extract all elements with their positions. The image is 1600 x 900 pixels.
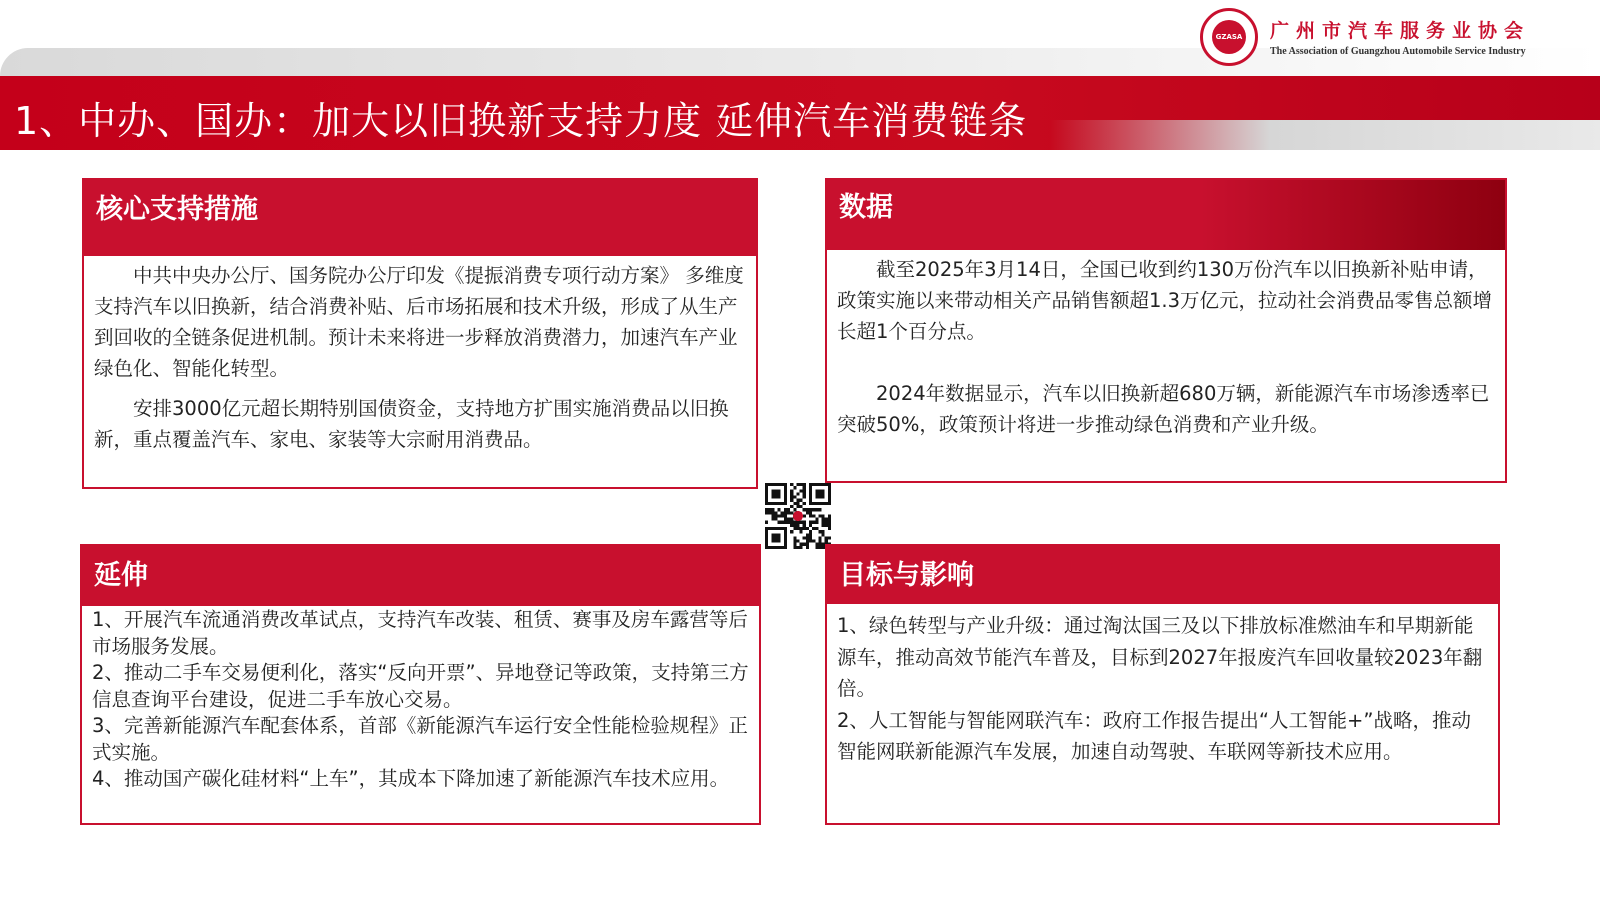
- qr-module: [781, 511, 784, 514]
- qr-module: [784, 514, 787, 517]
- qr-module: [778, 514, 781, 517]
- extension-item: 1、开展汽车流通消费改革试点，支持汽车改装、租赁、赛事及房车露营等后市场服务发展。: [92, 608, 748, 658]
- qr-module: [796, 524, 799, 527]
- qr-module: [803, 527, 806, 530]
- extension-card: [80, 544, 761, 825]
- qr-module: [822, 530, 825, 533]
- goals-impact-card: [825, 544, 1500, 825]
- qr-module: [818, 536, 821, 539]
- qr-module: [790, 511, 793, 514]
- qr-module: [806, 543, 809, 546]
- qr-module: [793, 546, 796, 549]
- qr-module: [768, 508, 771, 511]
- qr-module: [818, 530, 821, 533]
- core-measures-heading: 核心支持措施: [84, 180, 756, 256]
- qr-module: [790, 499, 793, 502]
- qr-module: [818, 546, 821, 549]
- qr-module: [784, 518, 787, 521]
- extension-item: 2、推动二手车交易便利化，落实“反向开票”、异地登记等政策，支持第三方信息查询平台建设，促进二手车放心交易。: [92, 661, 749, 711]
- qr-module: [790, 492, 793, 495]
- qr-module: [796, 505, 799, 508]
- goals-impact-heading: 目标与影响: [827, 546, 1498, 604]
- qr-module: [825, 540, 828, 543]
- qr-module: [812, 527, 815, 530]
- qr-module: [809, 530, 812, 533]
- qr-module: [796, 521, 799, 524]
- qr-module: [790, 489, 793, 492]
- qr-module: [800, 546, 803, 549]
- qr-module: [787, 508, 790, 511]
- qr-module: [806, 536, 809, 539]
- qr-module: [774, 511, 777, 514]
- qr-module: [809, 514, 812, 517]
- qr-module: [806, 533, 809, 536]
- qr-module: [812, 514, 815, 517]
- qr-module: [809, 536, 812, 539]
- qr-module: [806, 546, 809, 549]
- data-card: [825, 178, 1507, 483]
- qr-module: [806, 540, 809, 543]
- data-paragraph: 2024年数据显示，汽车以旧换新超680万辆，新能源汽车市场渗透率已突破50%，政策预计将进一步推动绿色消费和产业升级。: [837, 382, 1490, 436]
- qr-module: [771, 518, 774, 521]
- qr-module: [781, 521, 784, 524]
- qr-module: [793, 521, 796, 524]
- qr-module: [793, 508, 796, 511]
- qr-module: [796, 483, 799, 486]
- qr-module: [825, 524, 828, 527]
- qr-module: [809, 524, 812, 527]
- qr-module: [809, 511, 812, 514]
- extension-item: 4、推动国产碳化硅材料“上车”，其成本下降加速了新能源汽车技术应用。: [92, 767, 730, 790]
- qr-module: [793, 524, 796, 527]
- org-logo: [1200, 8, 1600, 70]
- qr-module: [796, 546, 799, 549]
- org-name-cn: 广州市汽车服务业协会: [1270, 20, 1531, 42]
- qr-module: [803, 483, 806, 486]
- qr-module: [822, 518, 825, 521]
- qr-module: [787, 511, 790, 514]
- qr-module: [803, 502, 806, 505]
- qr-module: [803, 496, 806, 499]
- data-heading: 数据: [827, 180, 1505, 250]
- qr-module: [800, 527, 803, 530]
- qr-module: [818, 540, 821, 543]
- qr-module: [815, 518, 818, 521]
- title-bar-fade: [1050, 120, 1600, 150]
- qr-module: [809, 508, 812, 511]
- qr-module: [800, 489, 803, 492]
- qr-module: [809, 540, 812, 543]
- qr-module: [818, 514, 821, 517]
- qr-module: [818, 508, 821, 511]
- qr-module: [828, 524, 831, 527]
- qr-module: [796, 492, 799, 495]
- goals-impact-item: 1、绿色转型与产业升级：通过淘汰国三及以下排放标准燃油车和早期新能源车，推动高效节能汽车普及，目标到2027年报废汽车回收量较2023年翻倍。: [837, 614, 1483, 700]
- qr-module: [800, 543, 803, 546]
- qr-module: [793, 502, 796, 505]
- qr-module: [765, 521, 768, 524]
- qr-module: [796, 502, 799, 505]
- qr-code-icon[interactable]: [764, 483, 832, 549]
- qr-module: [825, 521, 828, 524]
- qr-module: [828, 521, 831, 524]
- qr-module: [787, 521, 790, 524]
- qr-module: [803, 492, 806, 495]
- qr-module: [809, 521, 812, 524]
- qr-module: [790, 496, 793, 499]
- qr-module: [790, 521, 793, 524]
- qr-module: [822, 514, 825, 517]
- qr-module: [790, 518, 793, 521]
- org-seal-icon: [1200, 8, 1258, 66]
- qr-module: [774, 518, 777, 521]
- qr-module: [812, 508, 815, 511]
- extension-item: 3、完善新能源汽车配套体系，首部《新能源汽车运行安全性能检验规程》正式实施。: [92, 714, 748, 764]
- qr-module: [765, 511, 768, 514]
- qr-module: [803, 508, 806, 511]
- qr-module: [815, 543, 818, 546]
- qr-module: [787, 518, 790, 521]
- org-name-en: The Association of Guangzhou Automobile Service Industry: [1270, 46, 1526, 57]
- qr-module: [778, 521, 781, 524]
- goals-impact-item: 2、人工智能与智能网联汽车：政府工作报告提出“人工智能+”战略，推动智能网联新能源汽车发展，加速自动驾驶、车联网等新技术应用。: [837, 708, 1471, 763]
- goals-impact-body: [837, 610, 1490, 768]
- core-measures-paragraph: 安排3000亿元超长期特别国债资金，支持地方扩围实施消费品以旧换新，重点覆盖汽车、家电、家装等大宗耐用消费品。: [94, 397, 729, 451]
- qr-module: [765, 508, 768, 511]
- qr-module: [815, 508, 818, 511]
- qr-module: [800, 499, 803, 502]
- qr-center-logo: [793, 511, 803, 521]
- qr-module: [815, 546, 818, 549]
- qr-module: [809, 533, 812, 536]
- qr-module: [828, 527, 831, 530]
- qr-module: [771, 508, 774, 511]
- qr-module: [790, 505, 793, 508]
- qr-module: [796, 540, 799, 543]
- qr-module: [803, 514, 806, 517]
- qr-module: [774, 514, 777, 517]
- qr-module: [771, 511, 774, 514]
- qr-module: [803, 543, 806, 546]
- qr-module: [803, 524, 806, 527]
- qr-module: [815, 521, 818, 524]
- qr-module: [803, 486, 806, 489]
- qr-module: [825, 536, 828, 539]
- qr-module: [822, 533, 825, 536]
- qr-module: [800, 530, 803, 533]
- qr-module: [822, 521, 825, 524]
- qr-module: [768, 511, 771, 514]
- qr-module: [806, 511, 809, 514]
- data-paragraph: 截至2025年3月14日，全国已收到约130万份汽车以旧换新补贴申请，政策实施以来带动相关产品销售额超1.3万亿元，拉动社会消费品零售总额增长超1个百分点。: [837, 258, 1493, 343]
- qr-module: [778, 508, 781, 511]
- core-measures-card: [82, 178, 758, 489]
- qr-module: [828, 536, 831, 539]
- org-seal-text: GZASA: [1212, 20, 1246, 54]
- extension-heading: 延伸: [82, 546, 759, 606]
- qr-module: [790, 530, 793, 533]
- qr-module: [790, 524, 793, 527]
- data-body: [837, 254, 1497, 440]
- page-title: 1、中办、国办：加大以旧换新支持力度 延伸汽车消费链条: [14, 99, 1028, 143]
- qr-module: [790, 483, 793, 486]
- qr-module: [825, 518, 828, 521]
- qr-module: [793, 536, 796, 539]
- core-measures-paragraph: 中共中央办公厅、国务院办公厅印发《提振消费专项行动方案》 多维度支持汽车以旧换新，结合消费补贴、后市场拓展和技术升级，形成了从生产到回收的全链条促进机制。预计未来将进一步释放消费潜力，加速汽车产业绿色化、智能化转型。: [94, 264, 744, 380]
- qr-module: [793, 486, 796, 489]
- qr-module: [793, 496, 796, 499]
- qr-module: [793, 543, 796, 546]
- qr-module: [800, 505, 803, 508]
- qr-module: [806, 508, 809, 511]
- qr-module: [796, 527, 799, 530]
- qr-module: [800, 483, 803, 486]
- qr-module: [803, 536, 806, 539]
- qr-module: [828, 514, 831, 517]
- qr-module: [806, 527, 809, 530]
- qr-module: [812, 521, 815, 524]
- qr-module: [784, 508, 787, 511]
- qr-module: [796, 499, 799, 502]
- qr-module: [784, 521, 787, 524]
- qr-module: [793, 527, 796, 530]
- qr-module: [800, 521, 803, 524]
- extension-body: [92, 607, 751, 793]
- qr-module: [812, 540, 815, 543]
- qr-module: [815, 527, 818, 530]
- qr-module: [803, 521, 806, 524]
- qr-module: [822, 524, 825, 527]
- qr-module: [803, 489, 806, 492]
- qr-module: [818, 543, 821, 546]
- qr-module: [781, 514, 784, 517]
- qr-module: [828, 518, 831, 521]
- qr-module: [784, 511, 787, 514]
- core-measures-body: [94, 260, 748, 455]
- qr-module: [793, 540, 796, 543]
- qr-module: [771, 514, 774, 517]
